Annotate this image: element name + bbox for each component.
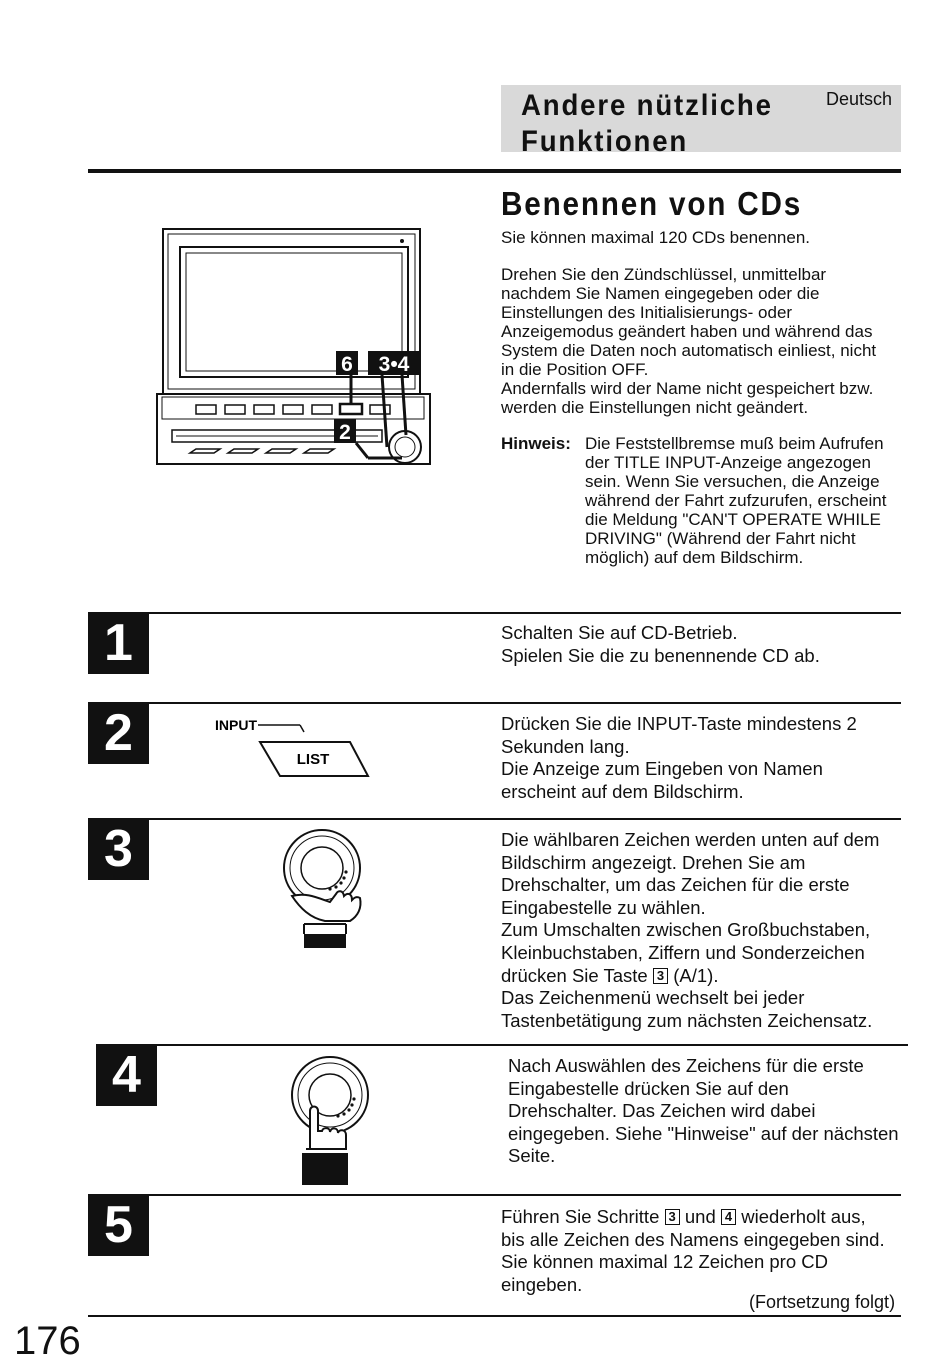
- step-5-text-c: wiederholt aus,: [736, 1206, 866, 1227]
- step-2-number: 2: [88, 703, 149, 764]
- key-3-box: 3: [665, 1209, 680, 1225]
- step-4-rule: [96, 1044, 908, 1046]
- list-label: LIST: [296, 751, 330, 768]
- warning-text: Drehen Sie den Zündschlüssel, unmittelbar nachdem Sie Namen eingegeben oder die Einstellungen des Initialisierungs- oder Anzeigemodus geändert haben und während das System die Daten noch automatisch einliest, nicht in die Position OFF. Andernfalls wird der Name nicht gespeichert bzw. werden die Einstellungen nicht geändert.: [501, 265, 877, 417]
- step-5-text-d: bis alle Zeichen des Namens eingegeben sind. Sie können maximal 12 Zeichen pro CD eingeben.: [501, 1228, 885, 1295]
- input-label: INPUT: [215, 717, 257, 733]
- step-3-number: 3: [88, 819, 149, 880]
- input-list-button-illustration: [210, 712, 375, 782]
- step-1-text: Schalten Sie auf CD-Betrieb. Spielen Sie die zu benennende CD ab.: [501, 622, 820, 666]
- step-5-text-b: und: [679, 1206, 721, 1227]
- callout-34-text: 3•4: [378, 353, 410, 376]
- step-5-text: [501, 1206, 911, 1296]
- key-3-box: 3: [653, 968, 668, 984]
- rotary-knob-turn-illustration: [270, 826, 380, 951]
- step-4-number: 4: [96, 1045, 157, 1106]
- rotary-knob-press-illustration: [280, 1053, 380, 1188]
- step-5-number: 5: [88, 1195, 149, 1256]
- chapter-title-line2: Funktionen: [521, 125, 689, 158]
- step-5-text-a: Führen Sie Schritte: [501, 1206, 665, 1227]
- step-2-text: Drücken Sie die INPUT-Taste mindestens 2 Sekunden lang. Die Anzeige zum Eingeben von Namen erscheint auf dem Bildschirm.: [501, 713, 857, 802]
- chapter-title-line1: Andere nützliche: [521, 89, 773, 122]
- step-3-text-b: (A/1).: [668, 964, 719, 986]
- section-title: Benennen von CDs: [501, 185, 803, 222]
- callout-2-text: 2: [339, 421, 351, 444]
- step-2-rule: [88, 702, 901, 704]
- header-rule: [88, 169, 901, 173]
- note-label: Hinweis:: [501, 434, 571, 453]
- step-1-rule: [88, 612, 901, 614]
- step-3-text-a: Die wählbaren Zeichen werden unten auf dem Bildschirm angezeigt. Drehen Sie am Drehschalter, um das Zeichen für die erste Eingabestelle zu wählen. Zum Umschalten zwischen Großbuchstaben, Kleinbuchstaben, Ziffern und Sonderzeichen drücken Sie Taste: [501, 829, 880, 986]
- language-label: Deutsch: [826, 89, 893, 109]
- step-5-rule: [88, 1194, 901, 1196]
- device-illustration: [150, 225, 440, 475]
- continued-note: (Fortsetzung folgt): [749, 1292, 896, 1312]
- step-3-rule: [88, 818, 901, 820]
- chapter-title: [521, 88, 797, 160]
- bottom-rule: [88, 1315, 901, 1317]
- page-number: 176: [14, 1319, 81, 1363]
- step-4-text: Nach Auswählen des Zeichens für die erste Eingabestelle drücken Sie auf den Drehschalter. Das Zeichen wird dabei eingegeben. Siehe "Hinweise" auf der nächsten Seite.: [508, 1055, 899, 1167]
- section-intro: Sie können maximal 120 CDs benennen.: [501, 228, 811, 247]
- callout-6-text: 6: [341, 353, 353, 376]
- step-1-number: 1: [88, 613, 149, 674]
- note-text: Die Feststellbremse muß beim Aufrufen der TITLE INPUT-Anzeige angezogen sein. Wenn Sie versuchen, die Anzeige während der Fahrt zufzurufen, erscheint die Meldung "CAN'T OPERATE WHILE DRIVING" (Während der Fahrt nicht möglich) auf dem Bildschirm.: [585, 434, 887, 567]
- key-4-box: 4: [721, 1209, 736, 1225]
- step-3-text: [501, 829, 911, 1032]
- step-3-text-c: Das Zeichenmenü wechselt bei jeder Tastenbetätigung zum nächsten Zeichensatz.: [501, 987, 873, 1031]
